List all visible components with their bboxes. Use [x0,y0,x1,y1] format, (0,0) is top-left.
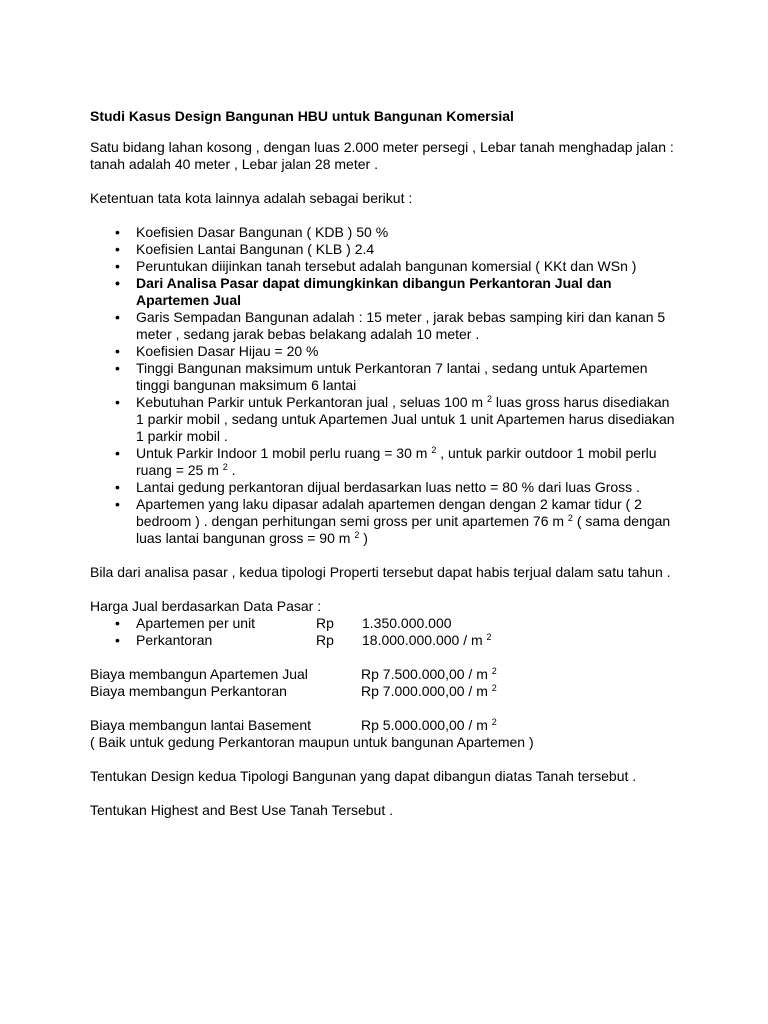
list-item: • Dari Analisa Pasar dapat dimungkinkan dibangun Perkantoran Jual dan Apartemen Jual [115,275,612,308]
cost-label: Biaya membangun Apartemen Jual [90,666,308,682]
task-hbu: Tentukan Highest and Best Use Tanah Tersebut . [90,802,394,818]
cost-row [90,666,690,683]
list-item: • Peruntukan diijinkan tanah tersebut adalah bangunan komersial ( KKt dan WSn ) [115,258,637,274]
bullet-icon: • [115,309,120,325]
price-currency: Rp [316,632,334,648]
bullet-icon: • [115,258,120,274]
price-amount: 18.000.000.000 / m $^2$ [362,632,492,648]
list-item: • Koefisien Dasar Hijau = 20 % [115,343,319,359]
list-item: • Lantai gedung perkantoran dijual berdasarkan luas netto = 80 % dari luas Gross . [115,479,640,495]
list-item: • Koefisien Lantai Bangunan ( KLB ) 2.4 [115,241,375,257]
bullet-icon: • [115,224,120,240]
bullet-icon: • [115,275,120,291]
market-note: Bila dari analisa pasar , kedua tipologi Properti tersebut dapat habis terjual dalam satu tahun . [90,564,671,580]
price-currency: Rp [316,615,334,631]
bullet-icon: • [115,445,120,461]
price-label: Perkantoran [136,632,213,648]
cost-row [90,683,690,700]
bullet-icon: • [115,479,120,495]
bullet-icon: • [115,343,120,359]
bullet-icon: • [115,394,120,410]
cost-label: Biaya membangun lantai Basement [90,717,312,733]
price-label: Apartemen per unit [136,615,256,631]
regulation-list [90,224,690,547]
price-amount: 1.350.000.000 [362,615,452,631]
basement-note: ( Baik untuk gedung Perkantoran maupun untuk bangunan Apartemen ) [90,734,534,750]
cost-value: Rp 5.000.000,00 / m $^2$ [361,717,497,733]
document-body [90,108,690,819]
list-item: • Tinggi Bangunan maksimum untuk Perkantoran 7 lantai , sedang untuk Apartemen tinggi bangunan maksimum 6 lantai [115,360,648,393]
intro-line-1: Satu bidang lahan kosong , dengan luas 2.000 meter persegi , Lebar tanah menghadap jalan : [90,139,674,155]
list-item: • Kebutuhan Parkir untuk Perkantoran jual , seluas 100 m $^2$ luas gross harus disediakan 1 parkir mobil , sedang untuk Apartemen Jual untuk 1 unit Apartemen harus disediakan 1 parkir mobil . [115,394,675,444]
cost-value: Rp 7.500.000,00 / m $^2$ [361,666,497,682]
list-item: • Koefisien Dasar Bangunan ( KDB ) 50 % [115,224,389,240]
basement-cost-row [90,717,690,734]
list-item: • Untuk Parkir Indoor 1 mobil perlu ruang = 30 m $^2$ , untuk parkir outdoor 1 mobil perlu ruang = 25 m $^2$ . [115,445,657,478]
bullet-icon: • [115,615,120,631]
bullet-icon: • [115,241,120,257]
bullet-icon: • [115,360,120,376]
document-title: Studi Kasus Design Bangunan HBU untuk Bangunan Komersial [90,108,514,124]
list-item: • Apartemen yang laku dipasar adalah apartemen dengan dengan 2 kamar tidur ( 2 bedroom ) . dengan perhitungan semi gross per unit apartemen 76 m $^2$ ( sama dengan luas lantai bangunan gross = 90 m $^2$ ) [115,496,671,546]
cost-value: Rp 7.000.000,00 / m $^2$ [361,683,497,699]
list-item: • Garis Sempadan Bangunan adalah : 15 meter , jarak bebas samping kiri dan kanan 5 meter , sedang jarak bebas belakang adalah 10 meter . [115,309,666,342]
price-row [90,632,690,649]
price-row [90,615,690,632]
price-heading: Harga Jual berdasarkan Data Pasar : [90,598,322,614]
bullet-icon: • [115,632,120,648]
rules-intro: Ketentuan tata kota lainnya adalah sebagai berikut : [90,190,413,206]
cost-label: Biaya membangun Perkantoran [90,683,287,699]
bullet-icon: • [115,496,120,512]
task-design: Tentukan Design kedua Tipologi Bangunan yang dapat dibangun diatas Tanah tersebut . [90,768,637,784]
intro-line-2: tanah adalah 40 meter , Lebar jalan 28 meter . [90,156,378,172]
